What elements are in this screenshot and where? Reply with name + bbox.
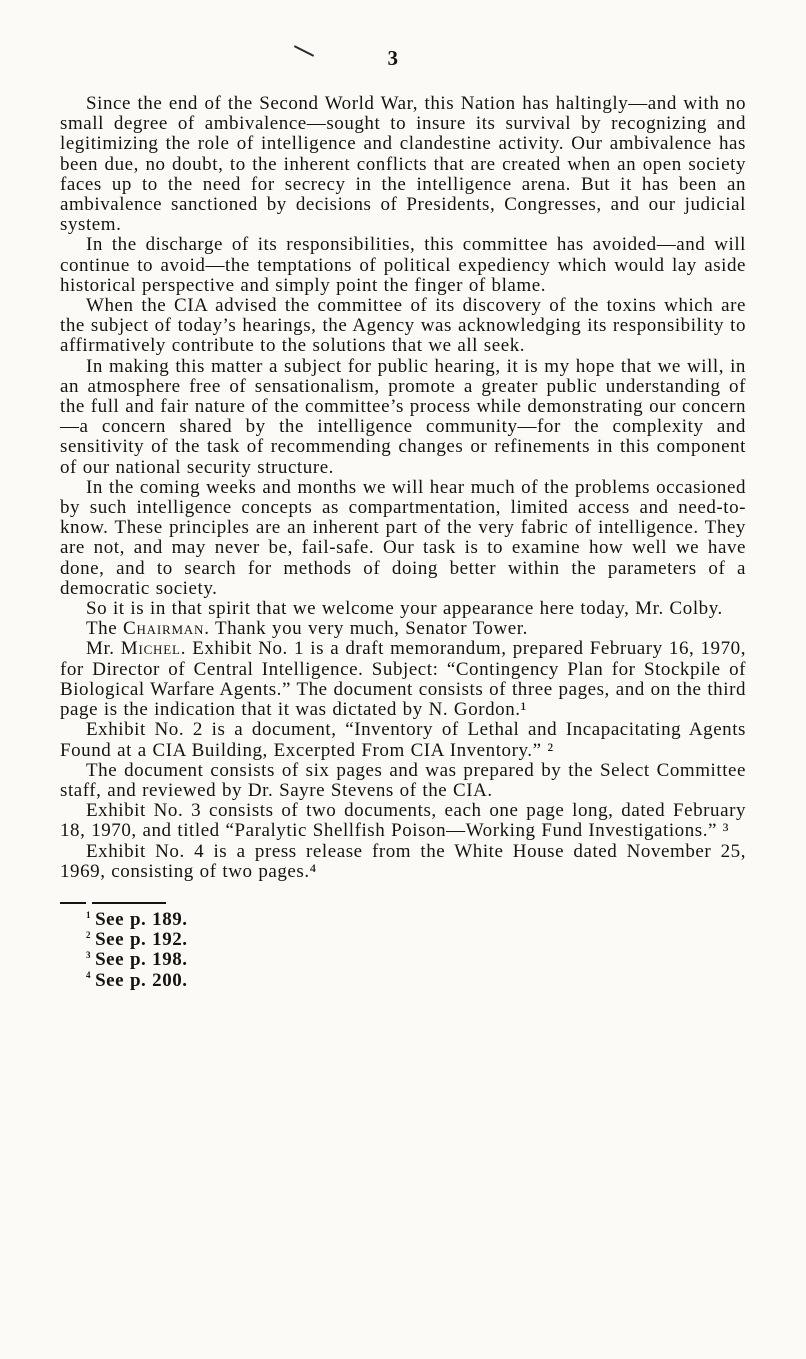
paragraph: Since the end of the Second World War, this Nation has haltingly—and with no small degree of ambivalence—sought to insure its survival by recognizing and legitimizing the role of intelligence and clandestine activity. Our ambivalence has been due, no doubt, to the inherent conflicts that are created when an open society faces up to the need for secrecy in the intelligence arena. But it has been an ambivalence sanctioned by decisions of Presidents, Congresses, and our judicial system. xyxy=(60,93,746,236)
paragraph: When the CIA advised the committee of its discovery of the toxins which are the subject of today’s hearings, the Agency was acknowledging its responsibility to affirmatively contribute to the solutions that we all seek. xyxy=(60,295,746,357)
footnote xyxy=(60,950,746,970)
footnote-marker: 2 xyxy=(86,929,92,940)
footnote-text: See p. 189. xyxy=(95,908,188,930)
page-body-text xyxy=(60,94,746,991)
paragraph: Exhibit No. 2 is a document, “Inventory of Lethal and Incapacitating Agents Found at a CIA Building, Excerpted From CIA Inventory.” ² xyxy=(60,719,746,761)
footnote-marker: 3 xyxy=(86,950,92,960)
speaker-prefix: The xyxy=(86,618,123,640)
speaker-prefix: Mr. xyxy=(86,638,121,660)
speaker-name: Chairman xyxy=(123,618,205,640)
paragraph: So it is in that spirit that we welcome your appearance here today, Mr. Colby. xyxy=(86,598,723,620)
footnote-rule xyxy=(60,902,746,904)
footnote-text: See p. 200. xyxy=(95,969,188,991)
speaker-name: Michel xyxy=(120,638,181,660)
paragraph: In the coming weeks and months we will hear much of the problems occasioned by such intelligence concepts as compartmentation, limited access and need-to-know. These principles are an inherent part of the very fabric of intelligence. They are not, and may never be, fail-safe. Our task is to examine how well we have done, and to search for methods of doing better within the parameters of a democratic society. xyxy=(60,476,746,599)
footnote xyxy=(60,971,746,991)
paragraph: Exhibit No. 4 is a press release from the White House dated November 25, 1969, consisting of two pages.⁴ xyxy=(60,840,746,882)
footnote-block xyxy=(60,902,746,991)
paragraph: The document consists of six pages and was prepared by the Select Committee staff, and reviewed by Dr. Sayre Stevens of the CIA. xyxy=(60,759,746,801)
footnote xyxy=(60,910,746,930)
footnote-rule-segment xyxy=(60,902,86,904)
paragraph: In the discharge of its responsibilities, this committee has avoided—and will continue to avoid—the temptations of political expediency which would lay aside historical perspective and simply point the finger of blame. xyxy=(60,234,746,296)
page-number: 3 xyxy=(387,46,399,70)
paragraph: Exhibit No. 3 consists of two documents, each one page long, dated February 18, 1970, and titled “Paralytic Shellfish Poison—Working Fund Investigations.” ³ xyxy=(60,800,746,842)
footnote xyxy=(60,930,746,950)
speaker-statement: . Exhibit No. 1 is a draft memorandum, prepared February 16, 1970, for Director of Central Intelligence. Subject: “Contingency Plan for Stockpile of Biological Warfare Agents.” The document consists of three pages, and on the third page is the indication that it was dictated by N. Gordon.¹ xyxy=(60,638,746,721)
footnote-marker: 4 xyxy=(86,970,92,981)
paragraph-speaker-chairman xyxy=(60,619,746,639)
paragraph-speaker-michel xyxy=(60,639,746,720)
footnote-text: See p. 198. xyxy=(95,949,188,971)
paragraph: In making this matter a subject for public hearing, it is my hope that we will, in an atmosphere free of sensationalism, promote a greater public understanding of the full and fair nature of the committee’s process while demonstrating our concern—a concern shared by the intelligence community—for the complexity and sensitivity of the task of recommending changes or refinements in this component of our national security structure. xyxy=(60,355,746,478)
speaker-statement: . Thank you very much, Senator Tower. xyxy=(204,618,528,640)
footnote-rule-segment xyxy=(92,902,166,904)
footnote-marker: 1 xyxy=(86,909,92,920)
footnote-text: See p. 192. xyxy=(95,929,188,951)
